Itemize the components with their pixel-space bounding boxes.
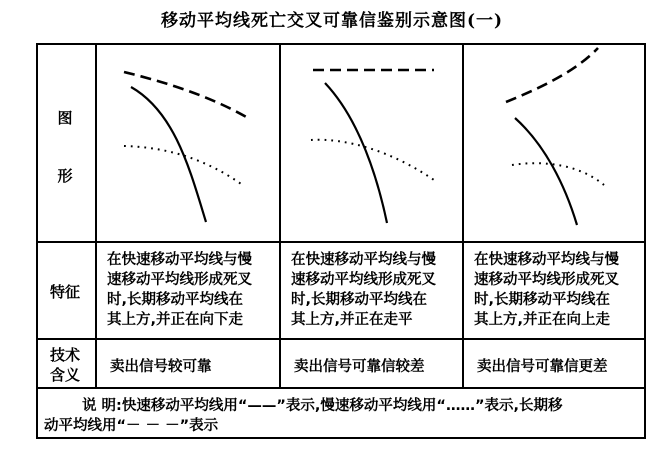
slow-ma-line	[124, 146, 244, 186]
feature-text-3-line-4: 其上方,并正在向上走	[474, 312, 611, 328]
meaning-label-bottom: 含义	[49, 366, 80, 384]
legend-note-line-2: 动平均线用“－ － －”表示	[44, 418, 219, 434]
long-term-ma-line	[506, 48, 598, 102]
slow-ma-line	[311, 140, 434, 180]
figure-3	[506, 48, 604, 225]
feature-text-1-line-1: 在快速移动平均线与慢	[107, 252, 252, 268]
feature-text-1-line-4: 其上方,并正在向下走	[107, 312, 244, 328]
feature-text-3-line-3: 时,长期移动平均线在	[474, 292, 611, 308]
feature-text-2-line-3: 时,长期移动平均线在	[291, 292, 428, 308]
feature-text-3	[474, 250, 644, 330]
feature-text-2-line-4: 其上方,并正在走平	[291, 312, 413, 328]
feature-text-1	[107, 250, 277, 330]
legend-note-line-1: 说 明:快速移动平均线用“——”表示,慢速移动平均线用“……”表示,长期移	[82, 398, 563, 414]
feature-text-1-line-2: 速移动平均线形成死叉	[107, 272, 252, 288]
figure-2	[311, 70, 434, 223]
legend-note	[44, 396, 642, 436]
figure-1	[124, 72, 248, 222]
feature-text-2-line-1: 在快速移动平均线与慢	[291, 252, 436, 268]
fast-ma-line	[131, 87, 206, 222]
fast-ma-line	[325, 83, 387, 223]
page-title: 移动平均线死亡交叉可靠信鉴别示意图(一)	[160, 11, 504, 31]
meaning-text-2: 卖出信号可靠信较差	[294, 359, 425, 375]
fast-ma-line	[515, 118, 577, 225]
feature-text-2-line-2: 速移动平均线形成死叉	[291, 272, 436, 288]
feature-text-2	[291, 250, 461, 330]
meaning-label-top: 技术	[49, 346, 80, 364]
feature-label: 特征	[49, 283, 80, 301]
meaning-text-3: 卖出信号可靠信更差	[477, 359, 608, 375]
figure-label-bottom: 形	[57, 167, 73, 185]
meaning-text-1: 卖出信号较可靠	[110, 359, 212, 375]
feature-text-1-line-3: 时,长期移动平均线在	[107, 292, 244, 308]
figure-label-top: 图	[57, 109, 73, 127]
feature-text-3-line-2: 速移动平均线形成死叉	[474, 272, 619, 288]
feature-text-3-line-1: 在快速移动平均线与慢	[474, 252, 619, 268]
